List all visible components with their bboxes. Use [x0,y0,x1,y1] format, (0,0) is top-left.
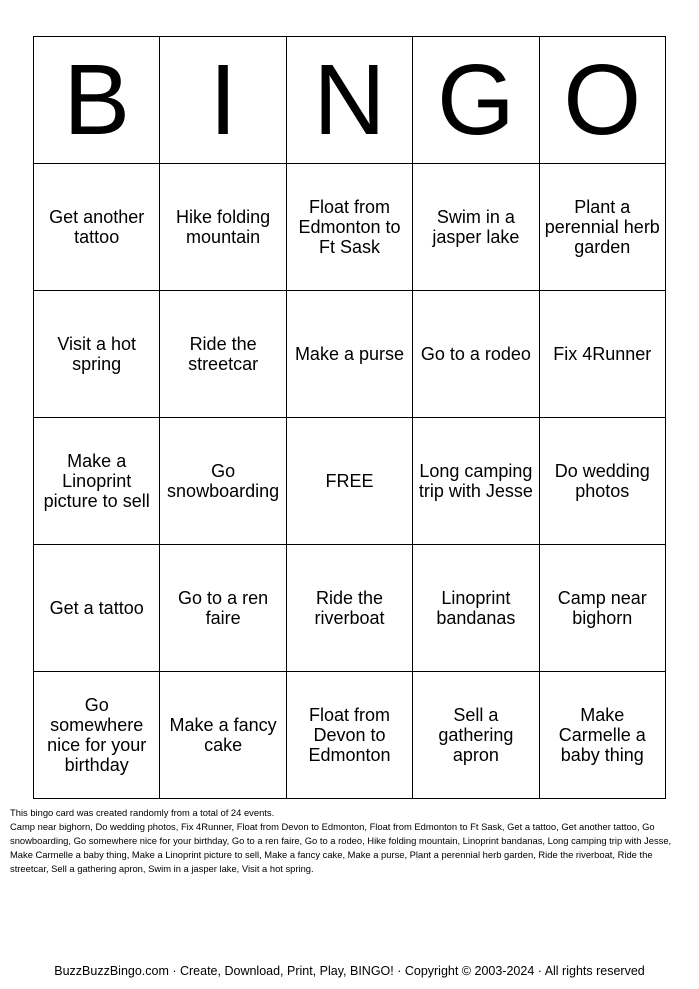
bingo-cell: Swim in a jasper lake [413,164,539,291]
free-space-cell: FREE [286,418,412,545]
header-letter-n: N [286,37,412,164]
card-info-event-list: Camp near bighorn, Do wedding photos, Fix 4Runner, Float from Devon to Edmonton, Float from Edmonton to Ft Sask, Get a tattoo, Get another tattoo, Go snowboarding, Go somewhere nice for your birthday, Go to a ren faire, Go to a rodeo, Hike folding mountain, Linoprint bandanas, Long camping trip with Jesse, Make Carmelle a baby thing, Make a Linoprint picture to sell, Make a fancy cake, Make a purse, Plant a perennial herb garden, Ride the riverboat, Ride the streetcar, Sell a gathering apron, Swim in a jasper lake, Visit a hot spring. [10,821,672,874]
bingo-cell: Get a tattoo [34,545,160,672]
bingo-cell: Plant a perennial herb garden [539,164,665,291]
bingo-cell: Sell a gathering apron [413,672,539,799]
footer-copyright: BuzzBuzzBingo.com · Create, Download, Print, Play, BINGO! · Copyright © 2003-2024 · All rights reserved [54,964,645,978]
bingo-cell: Make a fancy cake [160,672,286,799]
bingo-cell: Hike folding mountain [160,164,286,291]
header-letter-i: I [160,37,286,164]
bingo-cell: Linoprint bandanas [413,545,539,672]
bingo-cell: Get another tattoo [34,164,160,291]
bingo-cell: Ride the riverboat [286,545,412,672]
bingo-cell: Go to a ren faire [160,545,286,672]
bingo-row-1 [34,164,666,291]
header-letter-b: B [34,37,160,164]
bingo-cell: Make a Linoprint picture to sell [34,418,160,545]
header-letter-g: G [413,37,539,164]
bingo-row-2 [34,291,666,418]
header-letter-o: O [539,37,665,164]
bingo-cell: Do wedding photos [539,418,665,545]
bingo-cell: Ride the streetcar [160,291,286,418]
bingo-cell: Visit a hot spring [34,291,160,418]
bingo-cell: Go snowboarding [160,418,286,545]
bingo-cell: Long camping trip with Jesse [413,418,539,545]
bingo-cell: Go somewhere nice for your birthday [34,672,160,799]
bingo-cell: Float from Devon to Edmonton [286,672,412,799]
card-info [10,806,686,876]
bingo-row-4 [34,545,666,672]
bingo-cell: Camp near bighorn [539,545,665,672]
bingo-cell: Float from Edmonton to Ft Sask [286,164,412,291]
bingo-cell: Make Carmelle a baby thing [539,672,665,799]
bingo-cell: Make a purse [286,291,412,418]
bingo-cell: Fix 4Runner [539,291,665,418]
bingo-row-5 [34,672,666,799]
bingo-row-3 [34,418,666,545]
card-info-summary: This bingo card was created randomly from a total of 24 events. [10,807,275,818]
bingo-cell: Go to a rodeo [413,291,539,418]
bingo-header-row [34,37,666,164]
bingo-card [33,36,666,799]
